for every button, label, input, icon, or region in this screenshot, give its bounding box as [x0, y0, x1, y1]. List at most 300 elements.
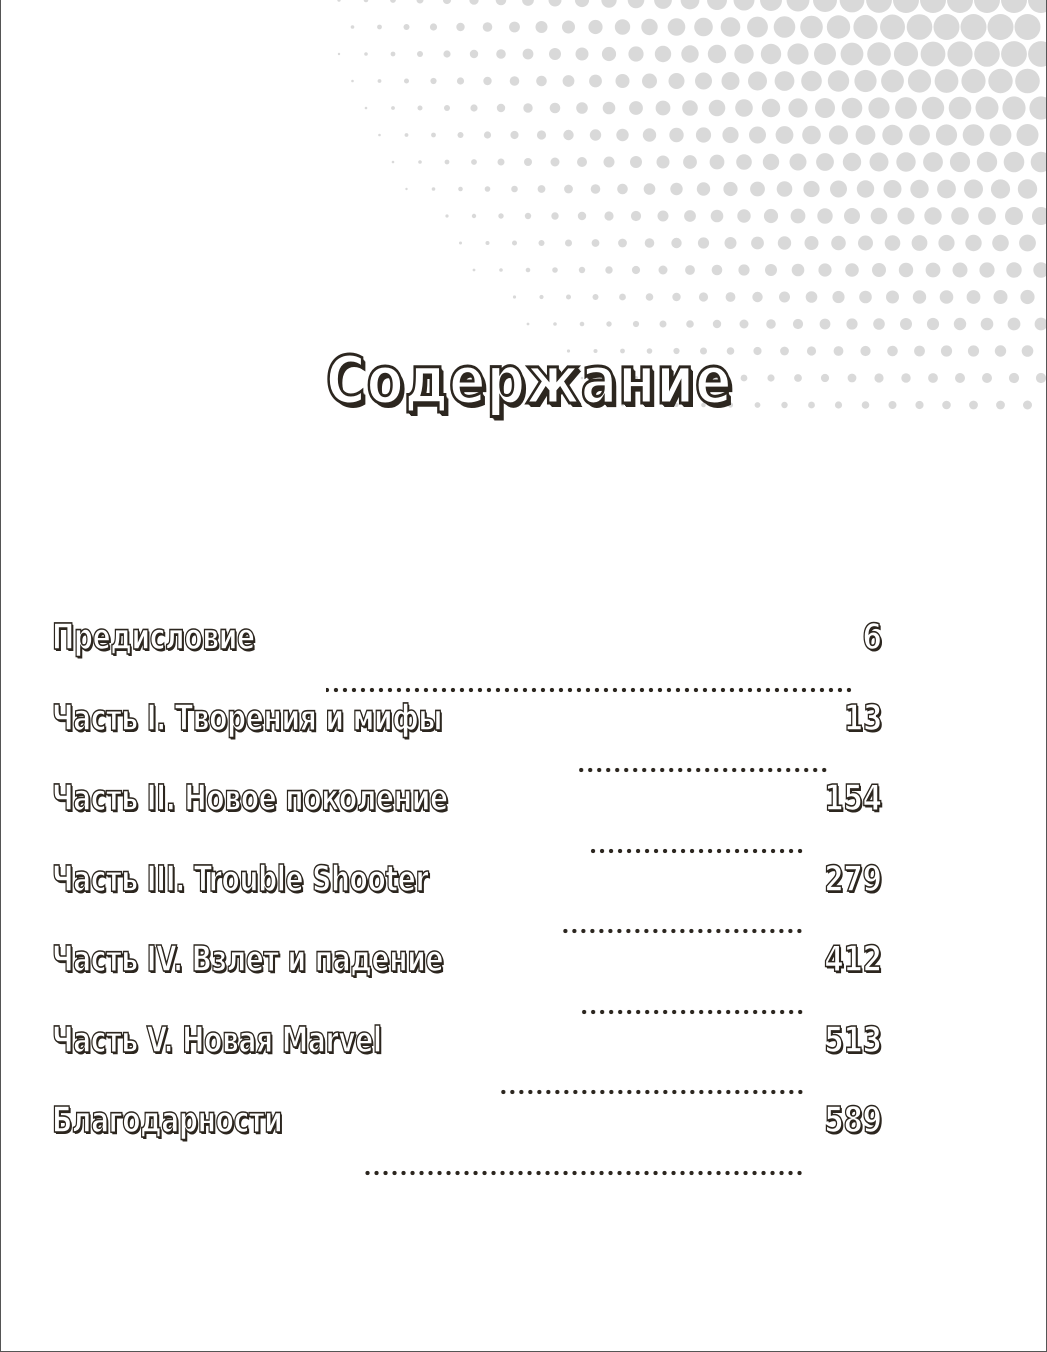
halftone-dot	[988, 14, 1014, 40]
halftone-dot	[845, 263, 859, 277]
halftone-dot	[603, 102, 616, 115]
halftone-dot	[618, 239, 627, 248]
halftone-dot	[787, 43, 808, 64]
halftone-dot	[510, 76, 520, 86]
halftone-dot	[551, 212, 558, 219]
halftone-dot	[629, 101, 643, 115]
halftone-dot	[1020, 290, 1034, 304]
halftone-dot	[1002, 96, 1025, 119]
halftone-dot	[405, 133, 409, 137]
halftone-dot	[458, 132, 464, 138]
halftone-dot	[605, 266, 612, 273]
halftone-dot	[737, 209, 750, 222]
halftone-dot	[882, 125, 902, 145]
halftone-dot	[510, 131, 518, 139]
toc-entry-label: Часть IV. Взлет и падение	[52, 939, 444, 980]
halftone-dot	[537, 130, 546, 139]
halftone-dot	[577, 157, 587, 167]
halftone-dot	[881, 70, 904, 93]
halftone-dot	[938, 235, 954, 251]
halftone-dot	[469, 0, 478, 5]
halftone-dot	[749, 127, 766, 144]
halftone-dot	[815, 98, 835, 118]
halftone-dot	[766, 319, 776, 329]
halftone-dot	[591, 184, 601, 194]
halftone-dot	[899, 263, 913, 277]
halftone-dot	[765, 264, 777, 276]
halftone-dot	[391, 106, 395, 110]
halftone-dot	[526, 268, 531, 273]
halftone-dot	[632, 266, 640, 274]
halftone-dot	[982, 373, 992, 383]
halftone-dot	[483, 77, 491, 85]
halftone-dot	[912, 235, 928, 251]
halftone-dot	[645, 238, 655, 248]
halftone-dot	[994, 290, 1008, 304]
halftone-dot	[562, 21, 575, 34]
halftone-dot	[579, 267, 585, 273]
halftone-dot	[1008, 318, 1021, 331]
halftone-dot	[1015, 14, 1041, 40]
halftone-dot	[686, 320, 694, 328]
halftone-dot	[405, 188, 407, 190]
halftone-dot	[472, 214, 476, 218]
halftone-dot	[760, 0, 782, 11]
halftone-dot	[991, 179, 1010, 198]
halftone-dot	[709, 100, 726, 117]
halftone-dot	[995, 345, 1006, 356]
halftone-dot	[499, 268, 503, 272]
halftone-dot	[909, 125, 930, 146]
halftone-dot	[459, 242, 462, 245]
halftone-dot	[443, 50, 450, 57]
halftone-dot	[787, 0, 810, 12]
toc-entry-part-1[interactable]	[52, 697, 882, 782]
halftone-dot	[968, 345, 979, 356]
halftone-dot	[722, 72, 740, 90]
halftone-dot	[802, 126, 821, 145]
halftone-dot	[752, 292, 762, 302]
halftone-dot	[761, 44, 781, 64]
halftone-dot	[430, 78, 436, 84]
halftone-dot	[457, 77, 464, 84]
dot-leader	[363, 1170, 804, 1176]
halftone-dot	[751, 237, 764, 250]
halftone-dot	[734, 0, 755, 11]
toc-entry-preface[interactable]	[52, 617, 882, 701]
toc-entry-page-number: 513	[824, 1019, 882, 1061]
halftone-dot	[525, 213, 531, 219]
halftone-dot	[642, 74, 657, 89]
dot-leader	[498, 1089, 805, 1095]
toc-entry-label: Благодарности	[52, 1100, 283, 1141]
halftone-dot	[955, 373, 965, 383]
halftone-dot	[628, 0, 645, 8]
halftone-dot	[961, 14, 987, 40]
halftone-dot	[417, 51, 423, 57]
halftone-dot	[601, 0, 616, 8]
halftone-dot	[778, 236, 791, 249]
halftone-dot	[456, 23, 464, 31]
halftone-dot	[963, 124, 985, 146]
toc-entry-label: Часть V. Новая Marvel	[52, 1019, 382, 1061]
halftone-dot	[734, 44, 753, 63]
halftone-dot	[1018, 179, 1037, 198]
halftone-dot	[776, 126, 794, 144]
halftone-dot	[817, 208, 832, 223]
halftone-dot	[538, 185, 546, 193]
toc-entry-part-2[interactable]	[52, 778, 882, 862]
halftone-dot	[854, 70, 876, 92]
halftone-dot	[431, 133, 436, 138]
halftone-dot	[885, 235, 901, 251]
halftone-dot	[947, 41, 972, 66]
halftone-dot	[1033, 262, 1047, 277]
halftone-dot	[870, 153, 889, 172]
halftone-dot	[1031, 152, 1047, 173]
halftone-dot	[841, 43, 864, 66]
halftone-dot	[910, 180, 928, 198]
halftone-dot	[659, 266, 668, 275]
halftone-dot	[656, 101, 671, 116]
halftone-dot	[563, 75, 575, 87]
halftone-dot	[735, 99, 753, 117]
halftone-dot	[750, 182, 765, 197]
halftone-dot	[722, 127, 738, 143]
halftone-dot	[512, 241, 517, 246]
halftone-dot	[590, 129, 601, 140]
halftone-dot	[443, 0, 451, 4]
halftone-dot	[378, 79, 382, 83]
halftone-dot	[859, 291, 872, 304]
halftone-dot	[791, 209, 806, 224]
halftone-dot	[576, 48, 589, 61]
halftone-dot	[602, 47, 616, 61]
halftone-dot	[913, 290, 926, 303]
halftone-dot	[996, 401, 1005, 410]
halftone-dot	[497, 104, 505, 112]
halftone-dot	[444, 105, 450, 111]
halftone-dot	[365, 107, 368, 110]
halftone-dot	[738, 264, 749, 275]
halftone-dot	[604, 211, 613, 220]
halftone-dot	[496, 49, 506, 59]
halftone-dot	[588, 20, 602, 34]
halftone-dot	[853, 15, 877, 39]
dot-leader	[579, 767, 829, 773]
halftone-dot	[681, 45, 698, 62]
halftone-dot	[898, 208, 915, 225]
halftone-dot	[563, 130, 573, 140]
halftone-dot	[961, 69, 985, 93]
halftone-dot	[830, 181, 847, 198]
halftone-dot	[1032, 207, 1047, 225]
halftone-dot	[936, 124, 957, 145]
halftone-dot	[695, 73, 712, 90]
halftone-dot	[696, 127, 711, 142]
halftone-dot	[992, 235, 1009, 252]
halftone-dot	[473, 269, 476, 272]
halftone-dot	[949, 97, 972, 120]
halftone-dot	[1036, 373, 1046, 383]
halftone-dot	[884, 180, 902, 198]
halftone-dot	[511, 186, 518, 193]
dot-leader	[326, 687, 853, 693]
halftone-dot	[432, 187, 436, 191]
halftone-dot	[484, 131, 491, 138]
halftone-dot	[840, 0, 865, 12]
halftone-dot	[1001, 0, 1027, 13]
halftone-dot	[1005, 207, 1023, 225]
halftone-dot	[816, 153, 834, 171]
toc-entry-label: Часть II. Новое поколение	[52, 778, 448, 819]
halftone-dot	[711, 210, 724, 223]
halftone-dot	[988, 69, 1012, 93]
halftone-dot	[813, 0, 837, 12]
halftone-dot	[831, 236, 846, 251]
halftone-dot	[536, 76, 547, 87]
halftone-dot	[953, 263, 968, 278]
halftone-dot	[364, 52, 368, 56]
halftone-dot	[736, 154, 752, 170]
halftone-dot	[764, 209, 778, 223]
halftone-dot	[721, 17, 741, 37]
halftone-dot	[934, 14, 960, 40]
halftone-dot	[417, 0, 424, 4]
halftone-dot	[908, 69, 931, 92]
halftone-dot	[712, 265, 723, 276]
halftone-dot	[792, 264, 805, 277]
halftone-dot	[685, 265, 695, 275]
halftone-dot	[485, 186, 491, 192]
halftone-dot	[670, 183, 682, 195]
halftone-dot	[974, 0, 1000, 13]
halftone-dot	[566, 295, 571, 300]
halftone-dot	[886, 291, 899, 304]
halftone-dot	[1028, 0, 1047, 13]
halftone-dot	[513, 295, 516, 298]
toc-entry-page-number: 412	[824, 939, 882, 980]
halftone-dot	[470, 50, 478, 58]
halftone-dot	[763, 154, 779, 170]
halftone-dot	[681, 0, 700, 9]
halftone-dot	[470, 104, 477, 111]
halftone-dot	[445, 214, 448, 217]
halftone-dot	[669, 128, 683, 142]
halftone-dot	[858, 236, 873, 251]
halftone-dot	[615, 19, 630, 34]
halftone-dot	[483, 22, 493, 32]
halftone-dot	[536, 21, 548, 33]
halftone-dot	[364, 0, 369, 2]
halftone-dot	[565, 240, 572, 247]
halftone-dot	[498, 213, 503, 218]
toc-entry-page-number: 279	[824, 858, 882, 900]
halftone-dot	[631, 211, 641, 221]
halftone-dot	[940, 290, 954, 304]
toc-entry-acknowledgements[interactable]	[52, 1100, 882, 1184]
halftone-dot	[923, 152, 943, 172]
halftone-dot	[604, 157, 615, 168]
halftone-dot	[726, 292, 736, 302]
halftone-dot	[643, 128, 656, 141]
toc-entry-label: Предисловие	[52, 617, 255, 658]
halftone-dot	[1004, 152, 1025, 173]
halftone-dot	[978, 207, 996, 225]
halftone-dot	[684, 210, 696, 222]
halftone-dot	[523, 103, 532, 112]
halftone-dot	[337, 0, 340, 2]
halftone-dot	[713, 320, 721, 328]
halftone-dot	[552, 267, 558, 273]
halftone-dot	[523, 49, 534, 60]
halftone-dot	[576, 102, 588, 114]
halftone-dot	[871, 208, 888, 225]
halftone-dot	[564, 185, 573, 194]
halftone-dot	[844, 208, 860, 224]
halftone-dot	[964, 180, 983, 199]
halftone-dot	[1006, 262, 1021, 277]
halftone-dot	[1029, 96, 1047, 119]
halftone-dot	[856, 125, 876, 145]
halftone-dot	[392, 161, 395, 164]
halftone-dot	[628, 46, 643, 61]
halftone-dot	[549, 48, 561, 60]
halftone-dot	[895, 97, 917, 119]
halftone-dot	[539, 295, 543, 299]
halftone-dot	[920, 0, 946, 13]
halftone-dot	[694, 18, 713, 37]
halftone-dot	[926, 263, 941, 278]
halftone-dot	[1028, 41, 1047, 67]
toc-entry-part-4[interactable]	[52, 939, 882, 1023]
halftone-dot	[578, 212, 586, 220]
halftone-dot	[827, 15, 850, 38]
toc-entry-page-number: 589	[824, 1100, 882, 1141]
halftone-dot	[646, 293, 654, 301]
toc-entry-part-3[interactable]	[52, 858, 882, 943]
halftone-dot	[550, 103, 561, 114]
halftone-dot	[682, 100, 698, 116]
halftone-dot	[351, 25, 355, 29]
halftone-dot	[1019, 235, 1036, 252]
halftone-dot	[617, 184, 628, 195]
halftone-dot	[593, 294, 599, 300]
halftone-dot	[774, 16, 796, 38]
halftone-dot	[974, 41, 1000, 67]
halftone-dot	[708, 45, 726, 63]
halftone-dot	[683, 155, 697, 169]
halftone-dot	[404, 24, 410, 30]
halftone-dot	[951, 207, 969, 225]
halftone-dot	[969, 401, 978, 410]
halftone-dot	[805, 236, 819, 250]
halftone-dot	[868, 97, 889, 118]
halftone-dot	[616, 74, 630, 88]
toc-entry-page-number: 154	[824, 778, 882, 819]
halftone-dot	[788, 98, 807, 117]
halftone-dot	[843, 153, 861, 171]
halftone-dot	[747, 17, 768, 38]
halftone-dot	[418, 106, 423, 111]
halftone-dot	[589, 75, 602, 88]
halftone-dot	[1015, 69, 1040, 94]
halftone-dot	[832, 291, 844, 303]
toc-entry-part-5[interactable]	[52, 1019, 882, 1104]
halftone-dot	[867, 42, 891, 66]
toc-entry-page-number: 13	[843, 697, 882, 739]
halftone-dot	[846, 318, 857, 329]
halftone-dot	[1001, 41, 1027, 67]
halftone-dot	[527, 323, 530, 326]
halftone-dot	[404, 79, 409, 84]
page-border-left	[0, 0, 1, 1352]
halftone-dot	[1023, 401, 1032, 410]
halftone-dot	[486, 241, 490, 245]
halftone-dot	[947, 0, 973, 13]
halftone-dot	[725, 237, 737, 249]
halftone-dot	[669, 73, 685, 89]
halftone-dot	[990, 124, 1012, 146]
halftone-dot	[699, 292, 708, 301]
halftone-dot	[377, 25, 382, 30]
halftone-dot	[927, 318, 939, 330]
halftone-dot	[979, 262, 994, 277]
toc-entry-page-number: 6	[862, 617, 882, 658]
halftone-dot	[658, 211, 669, 222]
halftone-dot	[924, 207, 941, 224]
halftone-dot	[800, 16, 823, 39]
halftone-dot	[818, 263, 831, 276]
halftone-dot	[866, 0, 892, 13]
halftone-dot	[806, 291, 818, 303]
halftone-dot	[522, 0, 534, 6]
halftone-dot	[430, 23, 437, 30]
halftone-dot	[872, 263, 886, 277]
halftone-dot	[873, 318, 885, 330]
halftone-dot	[616, 129, 628, 141]
dot-leader	[587, 848, 805, 854]
halftone-dot	[779, 292, 790, 303]
halftone-dot	[539, 240, 545, 246]
halftone-dot	[977, 152, 997, 172]
halftone-dot	[630, 156, 642, 168]
halftone-dot	[814, 43, 836, 65]
table-of-contents	[52, 617, 882, 1184]
halftone-dot	[1009, 373, 1019, 383]
halftone-dot	[418, 160, 422, 164]
halftone-dot	[775, 71, 795, 91]
halftone-dot	[748, 72, 767, 91]
halftone-dot	[907, 14, 933, 40]
halftone-dot	[935, 69, 959, 93]
halftone-dot	[524, 158, 532, 166]
halftone-dot	[1022, 345, 1034, 357]
halftone-dot	[549, 0, 562, 7]
halftone-dot	[950, 152, 970, 172]
halftone-dot	[644, 183, 656, 195]
halftone-dot	[592, 239, 600, 247]
halftone-dot	[820, 319, 831, 330]
halftone-dot	[954, 318, 966, 330]
halftone-dot	[391, 52, 396, 57]
halftone-dot	[668, 18, 686, 36]
halftone-dot	[922, 97, 944, 119]
halftone-dot	[378, 134, 381, 137]
halftone-dot	[707, 0, 727, 10]
halftone-dot	[967, 290, 981, 304]
halftone-dot	[981, 318, 994, 331]
